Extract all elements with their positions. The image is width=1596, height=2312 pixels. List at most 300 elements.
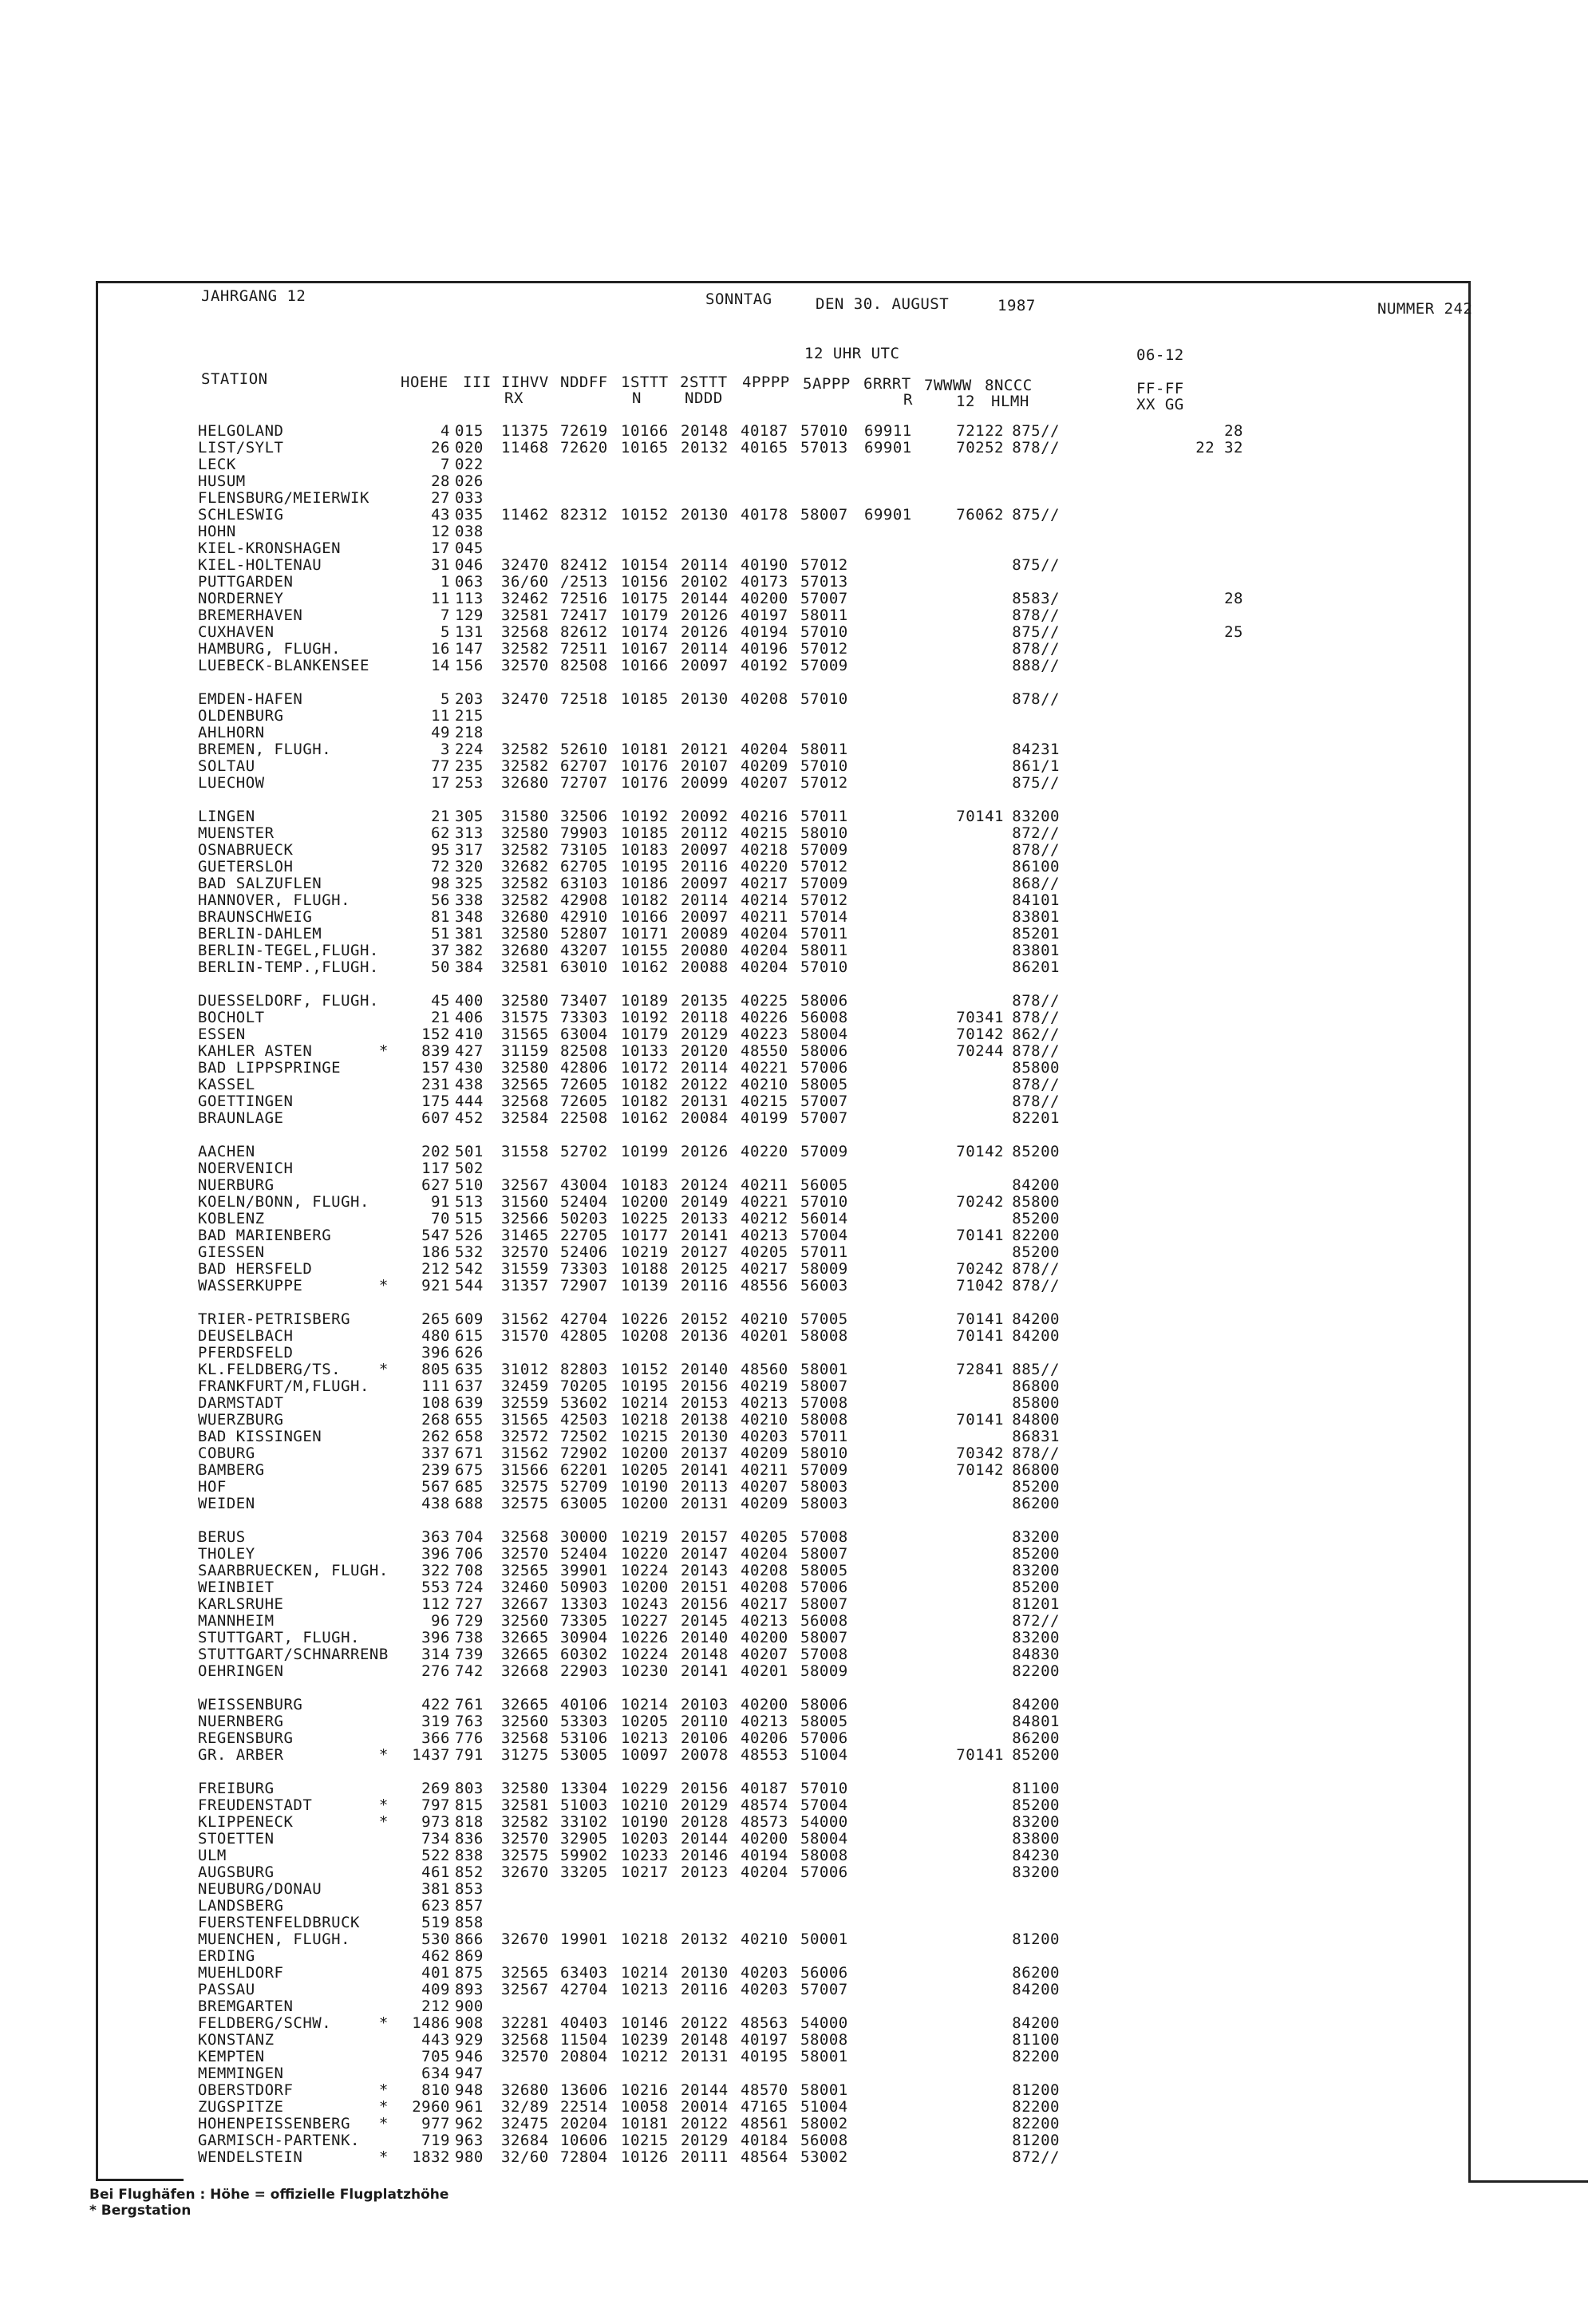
obs-value: 42910	[560, 908, 608, 926]
obs-value: 10126	[621, 2148, 669, 2166]
station-iii: 704	[455, 1528, 484, 1546]
col-pppp: 4PPPP	[742, 373, 790, 391]
obs-value: 872//	[1012, 1612, 1060, 1630]
obs-value: 20097	[681, 875, 729, 892]
station-iii: 858	[455, 1914, 484, 1931]
station-iii: 427	[455, 1042, 484, 1060]
obs-value: 81200	[1012, 2132, 1060, 2149]
obs-value: 885//	[1012, 1361, 1060, 1378]
obs-value: 31275	[501, 1746, 549, 1764]
obs-value: 32565	[501, 1076, 549, 1093]
station-iii: 215	[455, 707, 484, 725]
obs-value: 82200	[1012, 2048, 1060, 2065]
obs-value: 53002	[800, 2148, 848, 2166]
ff-value: 22 32	[1195, 439, 1243, 456]
obs-value: 20125	[681, 1260, 729, 1278]
obs-value: 10156	[621, 573, 669, 591]
station-iii: 513	[455, 1193, 484, 1211]
station-hoehe: 81	[431, 908, 450, 926]
station-name: HOHENPEISSENBERG *	[198, 2115, 389, 2132]
obs-value: 10171	[621, 925, 669, 943]
obs-value: 878//	[1012, 1076, 1060, 1093]
obs-value: 42704	[560, 1310, 608, 1328]
obs-value: 70142	[956, 1143, 1004, 1160]
station-name: DEUSELBACH	[198, 1327, 294, 1345]
obs-value: 10220	[621, 1545, 669, 1563]
col-nccc: 8NCCC	[985, 377, 1033, 394]
station-name: OEHRINGEN	[198, 1662, 284, 1680]
obs-value: 10146	[621, 2014, 669, 2032]
station-name: HOF	[198, 1478, 227, 1496]
obs-value: 32459	[501, 1377, 549, 1395]
table-row	[198, 456, 1475, 473]
station-iii: 015	[455, 422, 484, 440]
obs-value: 57011	[800, 1428, 848, 1445]
obs-value: 32475	[501, 2115, 549, 2132]
station-iii: 022	[455, 456, 484, 473]
station-hoehe: 7	[440, 456, 450, 473]
obs-value: 62201	[560, 1461, 608, 1479]
obs-value: 40220	[741, 1143, 788, 1160]
obs-value: 70141	[956, 808, 1004, 825]
station-hoehe: 56	[431, 891, 450, 909]
obs-value: 56014	[800, 1210, 848, 1227]
station-hoehe: 567	[421, 1478, 450, 1496]
obs-value: 11375	[501, 422, 549, 440]
station-iii: 544	[455, 1277, 484, 1294]
table-row	[198, 1479, 1475, 1496]
obs-value: 10195	[621, 858, 669, 875]
obs-value: 56008	[800, 2132, 848, 2149]
obs-value: 57013	[800, 573, 848, 591]
station-name: REGENSBURG	[198, 1729, 294, 1747]
station-iii: 675	[455, 1461, 484, 1479]
obs-value: 50903	[560, 1579, 608, 1596]
col-iihvv: IIHVV	[501, 373, 549, 391]
table-row	[198, 1060, 1475, 1077]
obs-value: 63004	[560, 1026, 608, 1043]
station-name: KARLSRUHE	[198, 1595, 284, 1613]
station-hoehe: 366	[421, 1729, 450, 1747]
obs-value: 57004	[800, 1227, 848, 1244]
obs-value: 20130	[681, 1428, 729, 1445]
station-hoehe: 607	[421, 1109, 450, 1127]
station-name: STUTTGART, FLUGH.	[198, 1629, 360, 1646]
obs-value: 69901	[864, 439, 912, 456]
obs-value: 32470	[501, 690, 549, 708]
obs-value: 10152	[621, 1361, 669, 1378]
obs-value: 32570	[501, 1243, 549, 1261]
station-hoehe: 21	[431, 808, 450, 825]
obs-value: 20014	[681, 2098, 729, 2116]
obs-value: 32581	[501, 958, 549, 976]
obs-value: 53005	[560, 1746, 608, 1764]
station-hoehe: 480	[421, 1327, 450, 1345]
station-name: GUETERSLOH	[198, 858, 294, 875]
station-name: HAMBURG, FLUGH.	[198, 640, 342, 658]
obs-value: 58005	[800, 1713, 848, 1730]
day-label: SONNTAG	[705, 290, 772, 308]
station-iii: 948	[455, 2081, 484, 2099]
station-hoehe: 797	[421, 1796, 450, 1814]
obs-value: 84800	[1012, 1411, 1060, 1429]
obs-value: 32559	[501, 1394, 549, 1412]
obs-value: 10210	[621, 1796, 669, 1814]
obs-value: 32905	[560, 1830, 608, 1848]
table-row	[198, 1965, 1475, 1982]
obs-value: 82508	[560, 657, 608, 674]
col-stt2-sub: NDDD	[685, 389, 723, 407]
station-iii: 430	[455, 1059, 484, 1077]
station-name: STUTTGART/SCHNARRENB	[198, 1646, 389, 1663]
obs-value: 32665	[501, 1629, 549, 1646]
obs-value: 58011	[800, 942, 848, 959]
obs-value: 57007	[800, 1093, 848, 1110]
obs-value: 20123	[681, 1863, 729, 1881]
obs-value: 48573	[741, 1813, 788, 1831]
obs-value: 57006	[800, 1729, 848, 1747]
station-iii: 338	[455, 891, 484, 909]
obs-value: 58009	[800, 1662, 848, 1680]
station-name: BREMEN, FLUGH.	[198, 741, 332, 758]
obs-value: 20146	[681, 1847, 729, 1864]
obs-value: 20124	[681, 1176, 729, 1194]
station-hoehe: 17	[431, 774, 450, 792]
obs-value: 58004	[800, 1026, 848, 1043]
obs-value: 11462	[501, 506, 549, 524]
obs-value: 10214	[621, 1964, 669, 1982]
station-iii: 532	[455, 1243, 484, 1261]
obs-value: 85200	[1012, 1143, 1060, 1160]
obs-value: 70142	[956, 1026, 1004, 1043]
station-name: LUEBECK-BLANKENSEE	[198, 657, 369, 674]
obs-value: 10224	[621, 1562, 669, 1579]
obs-value: 58005	[800, 1562, 848, 1579]
table-row	[198, 741, 1475, 758]
station-name: BAD KISSINGEN	[198, 1428, 322, 1445]
station-hoehe: 45	[431, 992, 450, 1010]
station-hoehe: 396	[421, 1344, 450, 1362]
obs-value: 878//	[1012, 1009, 1060, 1026]
obs-value: 32680	[501, 908, 549, 926]
station-iii: 382	[455, 942, 484, 959]
obs-value: 40210	[741, 1931, 788, 1948]
obs-value: 85800	[1012, 1394, 1060, 1412]
obs-value: 72516	[560, 590, 608, 607]
obs-value: 72707	[560, 774, 608, 792]
station-hoehe: 12	[431, 523, 450, 540]
station-hoehe: 443	[421, 2031, 450, 2049]
obs-value: 32568	[501, 2031, 549, 2049]
table-row	[198, 440, 1475, 456]
obs-value: 32582	[501, 640, 549, 658]
station-iii: 980	[455, 2148, 484, 2166]
obs-value: 32462	[501, 590, 549, 607]
table-row	[198, 1211, 1475, 1227]
station-name: ESSEN	[198, 1026, 246, 1043]
table-row	[198, 1177, 1475, 1194]
obs-value: 40194	[741, 623, 788, 641]
obs-value: 31562	[501, 1310, 549, 1328]
station-iii: 685	[455, 1478, 484, 1496]
station-hoehe: 623	[421, 1897, 450, 1915]
table-row	[198, 1546, 1475, 1563]
station-hoehe: 262	[421, 1428, 450, 1445]
table-row	[198, 1563, 1475, 1579]
obs-value: 52610	[560, 741, 608, 758]
obs-value: 72907	[560, 1277, 608, 1294]
table-row	[198, 1948, 1475, 1965]
obs-value: 40210	[741, 1411, 788, 1429]
obs-value: 10133	[621, 1042, 669, 1060]
obs-value: 40204	[741, 958, 788, 976]
obs-value: 73303	[560, 1260, 608, 1278]
obs-value: 40200	[741, 1696, 788, 1713]
station-name: FREUDENSTADT *	[198, 1796, 389, 1814]
obs-value: 54000	[800, 1813, 848, 1831]
obs-value: 58009	[800, 1260, 848, 1278]
obs-value: 40204	[741, 1863, 788, 1881]
station-hoehe: 409	[421, 1981, 450, 1998]
obs-value: 40212	[741, 1210, 788, 1227]
col-ff-sub: XX GG	[1136, 396, 1184, 413]
station-hoehe: 72	[431, 858, 450, 875]
station-hoehe: 152	[421, 1026, 450, 1043]
obs-value: 32668	[501, 1662, 549, 1680]
station-name: COBURG	[198, 1445, 255, 1462]
obs-value: 84801	[1012, 1713, 1060, 1730]
obs-value: 71042	[956, 1277, 1004, 1294]
frame-bottom-border	[1468, 2180, 1588, 2183]
obs-value: 878//	[1012, 992, 1060, 1010]
station-iii: 063	[455, 573, 484, 591]
obs-value: 861/1	[1012, 757, 1060, 775]
table-row	[198, 1194, 1475, 1211]
table-row	[198, 574, 1475, 591]
station-name: WEIDEN	[198, 1495, 255, 1512]
station-iii: 853	[455, 1880, 484, 1898]
obs-value: 40217	[741, 875, 788, 892]
station-iii: 406	[455, 1009, 484, 1026]
station-hoehe: 62	[431, 824, 450, 842]
obs-value: 40194	[741, 1847, 788, 1864]
col-nddff: NDDFF	[560, 373, 608, 391]
obs-value: 20114	[681, 1059, 729, 1077]
obs-value: 10179	[621, 1026, 669, 1043]
obs-value: 32568	[501, 1093, 549, 1110]
obs-value: 32460	[501, 1579, 549, 1596]
station-hoehe: 96	[431, 1612, 450, 1630]
station-iii: 727	[455, 1595, 484, 1613]
obs-value: 10229	[621, 1780, 669, 1797]
obs-value: 40223	[741, 1026, 788, 1043]
obs-value: 20114	[681, 640, 729, 658]
footer-note-mountain: * Bergstation	[89, 2203, 192, 2219]
station-hoehe: 530	[421, 1931, 450, 1948]
obs-value: 13304	[560, 1780, 608, 1797]
obs-value: 32682	[501, 858, 549, 875]
obs-value: 10212	[621, 2048, 669, 2065]
obs-value: 40192	[741, 657, 788, 674]
obs-value: 40209	[741, 757, 788, 775]
obs-value: 20132	[681, 439, 729, 456]
obs-value: 57011	[800, 1243, 848, 1261]
obs-value: 72804	[560, 2148, 608, 2166]
obs-value: 48550	[741, 1042, 788, 1060]
obs-value: 20147	[681, 1545, 729, 1563]
station-iii: 410	[455, 1026, 484, 1043]
station-name: HANNOVER, FLUGH.	[198, 891, 351, 909]
obs-value: 31565	[501, 1411, 549, 1429]
obs-value: 40226	[741, 1009, 788, 1026]
obs-value: 70141	[956, 1227, 1004, 1244]
station-name: DARMSTADT	[198, 1394, 284, 1412]
obs-value: 40187	[741, 422, 788, 440]
table-row	[198, 1077, 1475, 1093]
station-hoehe: 276	[421, 1662, 450, 1680]
obs-value: 58010	[800, 1445, 848, 1462]
station-name: LANDSBERG	[198, 1897, 284, 1915]
obs-value: 20116	[681, 1981, 729, 1998]
obs-value: 10181	[621, 741, 669, 758]
station-iii: 384	[455, 958, 484, 976]
obs-value: 19901	[560, 1931, 608, 1948]
obs-value: 20099	[681, 774, 729, 792]
obs-value: 10192	[621, 1009, 669, 1026]
obs-value: 57011	[800, 925, 848, 943]
obs-value: 20153	[681, 1394, 729, 1412]
station-name: KONSTANZ	[198, 2031, 275, 2049]
obs-value: 20131	[681, 1093, 729, 1110]
station-name: GR. ARBER *	[198, 1746, 389, 1764]
obs-value: 57007	[800, 1981, 848, 1998]
station-hoehe: 810	[421, 2081, 450, 2099]
table-row	[198, 926, 1475, 943]
obs-value: 72605	[560, 1093, 608, 1110]
col-rrrt: 6RRRT	[863, 375, 911, 393]
obs-value: 40213	[741, 1612, 788, 1630]
station-hoehe: 175	[421, 1093, 450, 1110]
table-row	[198, 1831, 1475, 1848]
obs-value: 32670	[501, 1863, 549, 1881]
obs-value: 10200	[621, 1193, 669, 1211]
obs-value: 875//	[1012, 506, 1060, 524]
obs-value: 57010	[800, 690, 848, 708]
table-row	[198, 423, 1475, 440]
obs-value: 32580	[501, 1059, 549, 1077]
obs-value: 32582	[501, 741, 549, 758]
table-row	[198, 1345, 1475, 1362]
obs-value: 40213	[741, 1227, 788, 1244]
station-hoehe: 314	[421, 1646, 450, 1663]
station-iii: 838	[455, 1847, 484, 1864]
obs-value: 875//	[1012, 422, 1060, 440]
station-hoehe: 49	[431, 724, 450, 741]
obs-value: 72620	[560, 439, 608, 456]
obs-value: 57014	[800, 908, 848, 926]
obs-value: 84830	[1012, 1646, 1060, 1663]
obs-value: 58004	[800, 1830, 848, 1848]
table-row	[198, 1529, 1475, 1546]
station-name: SOLTAU	[198, 757, 255, 775]
obs-value: 70244	[956, 1042, 1004, 1060]
table-row	[198, 1160, 1475, 1177]
obs-value: 10219	[621, 1243, 669, 1261]
obs-value: 10203	[621, 1830, 669, 1848]
station-hoehe: 7	[440, 607, 450, 624]
station-hoehe: 3	[440, 741, 450, 758]
obs-value: 57013	[800, 439, 848, 456]
station-iii: 836	[455, 1830, 484, 1848]
col-wwww: 7WWWW	[924, 377, 972, 394]
table-row	[198, 2116, 1475, 2132]
station-hoehe: 269	[421, 1780, 450, 1797]
obs-value: 84231	[1012, 741, 1060, 758]
table-row	[198, 1982, 1475, 1998]
station-iii: 035	[455, 506, 484, 524]
table-row	[198, 875, 1475, 892]
station-iii: 156	[455, 657, 484, 674]
obs-value: 56008	[800, 1612, 848, 1630]
obs-value: 72518	[560, 690, 608, 708]
station-iii: 320	[455, 858, 484, 875]
table-row	[198, 758, 1475, 775]
table-row	[198, 1797, 1475, 1814]
obs-value: 72841	[956, 1361, 1004, 1378]
obs-value: 32575	[501, 1847, 549, 1864]
obs-value: 57009	[800, 1143, 848, 1160]
obs-value: 20151	[681, 1579, 729, 1596]
obs-value: 20118	[681, 1009, 729, 1026]
obs-value: 84200	[1012, 1327, 1060, 1345]
station-iii: 542	[455, 1260, 484, 1278]
obs-value: 58008	[800, 1327, 848, 1345]
obs-value: 73303	[560, 1009, 608, 1026]
obs-value: 57004	[800, 1796, 848, 1814]
obs-value: 86200	[1012, 1495, 1060, 1512]
station-hoehe: 634	[421, 2065, 450, 2082]
obs-value: 51003	[560, 1796, 608, 1814]
obs-value: 10188	[621, 1260, 669, 1278]
station-name: KIEL-HOLTENAU	[198, 556, 322, 574]
station-hoehe: 973	[421, 1813, 450, 1831]
obs-value: 10189	[621, 992, 669, 1010]
table-row	[198, 1043, 1475, 1060]
obs-value: 10166	[621, 908, 669, 926]
station-hoehe: 11	[431, 707, 450, 725]
obs-value: 58006	[800, 1042, 848, 1060]
col-stt1: 1STTT	[621, 373, 669, 391]
obs-value: 40204	[741, 942, 788, 959]
station-hoehe: 396	[421, 1629, 450, 1646]
station-iii: 900	[455, 1998, 484, 2015]
station-hoehe: 231	[421, 1076, 450, 1093]
table-row	[198, 859, 1475, 875]
obs-value: 82803	[560, 1361, 608, 1378]
obs-value: 20130	[681, 506, 729, 524]
obs-value: 63010	[560, 958, 608, 976]
obs-value: 32572	[501, 1428, 549, 1445]
station-name: KAHLER ASTEN *	[198, 1042, 389, 1060]
station-hoehe: 26	[431, 439, 450, 456]
obs-value: 10239	[621, 2031, 669, 2049]
obs-value: 58001	[800, 2048, 848, 2065]
station-iii: 961	[455, 2098, 484, 2116]
station-name: NUERBURG	[198, 1176, 275, 1194]
station-hoehe: 462	[421, 1947, 450, 1965]
table-row	[198, 2065, 1475, 2082]
obs-value: 10097	[621, 1746, 669, 1764]
